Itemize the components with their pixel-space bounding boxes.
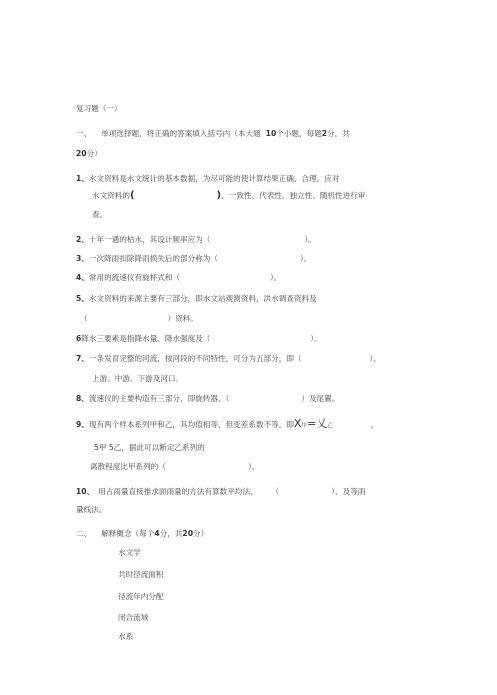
question-5: 5、水文资料的来源主要有三部分，即水文站观测资料，洪水调查资料及 [76,294,317,303]
term-item: 水系 [118,632,134,641]
section1-heading-cont: 20分） [76,149,102,158]
section1-total: 20 [76,149,87,158]
question-9: 9、现有两个样本系列甲和乙，其均值相等，但变差系数不等，即X甲=乂乙 ， [76,417,379,430]
section2-total: 20 [182,529,193,538]
question-7: 7、一条发育完整的河流，按河段的不同特性，可分为五部分，即（ ）、 [76,354,381,363]
page-title: 复习题（一） [76,104,122,113]
question-4: 4、常用的流速仪有旋杯式和（ ）。 [76,273,282,282]
math-x-bar-1: X [293,417,302,430]
question-number: 4、 [76,273,89,282]
question-number: 3、 [76,254,89,263]
question-number: 8、 [76,394,89,403]
question-number: 2、 [76,235,89,244]
section1-heading: 一、 单项选择题，将正确的答案填入括号内（本大题 10个小题，每题2分，共 [76,129,350,138]
question-7-line2: 上游、中游、下游及河口。 [92,374,184,383]
term-item: 共时径流面积 [118,570,164,579]
section1-number: 一、 [76,129,92,138]
question-5-line2: （ ）资料。 [80,314,198,323]
term-item: 闭合流域 [118,613,149,622]
question-3: 3、一次降雨扣除降雨损失后的部分称为（ ）。 [76,254,312,263]
math-x-bar-2: 乂 [316,417,328,430]
question-6: 6降水三要素是指降水量、降水强度及（ ）。 [76,334,322,343]
question-number: 6 [76,334,82,343]
question-number: 10、 [76,487,95,496]
question-10: 10、 用占雨量直接推求面雨量的方法有算数平均法、 （ ）、及等雨 [76,487,366,496]
question-2: 2、十年一遇的枯水，其设计频率应为（ ）。 [76,235,316,244]
question-number: 1、 [76,174,89,183]
question-9-line2: 5甲 5乙，据此可以断定乙系列的 [94,443,205,452]
term-item: 水文学 [118,548,141,557]
question-number: 7、 [76,354,89,363]
question-number: 9、 [76,420,89,429]
question-1-line2: 水文资料的( )、一致性、代表性、独立性、随机性进行审 [92,190,366,201]
section2-heading: 二、 解释概念（每个4分，共20分） [76,529,209,538]
term-item: 径流年内分配 [118,592,164,601]
question-number: 5、 [76,294,89,303]
question-9-line3: 离散程度比甲系列的（ ）。 [90,462,260,471]
question-1: 1、水文资料是水文统计的基本数据，为尽可能的使计算结果正确、合理，应对 [76,174,340,183]
section1-count: 10 [265,129,277,138]
question-8: 8、流速仪的主要构造有三部分，即旋转器、（ ）及尾翼。 [76,394,340,403]
section2-number: 二、 [76,529,92,538]
section2-each: 4 [154,529,160,538]
question-1-line3: 查。 [92,210,108,219]
question-10-line2: 量线法。 [76,505,107,514]
section1-each: 2 [321,129,328,138]
